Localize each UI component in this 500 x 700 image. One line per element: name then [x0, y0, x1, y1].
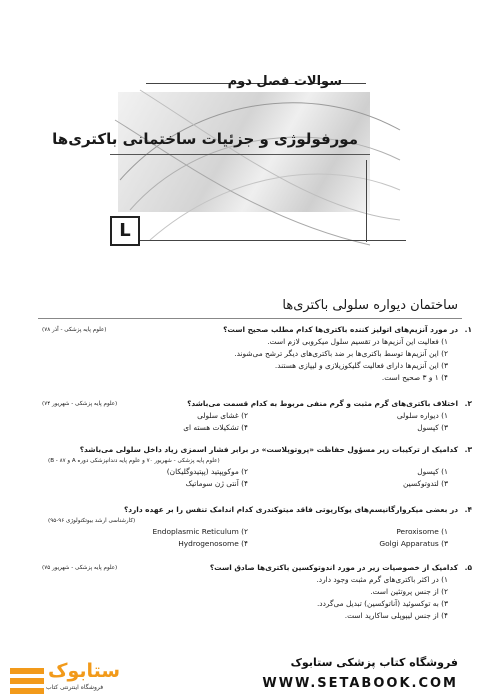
option: ۲) غشای سلولی: [197, 411, 248, 420]
question-source: (علوم پایه پزشکی - شهریور ۷۰ و علوم پایه دندانپزشکی دوره A و B - ۸۷): [48, 458, 220, 464]
option: ۳) به توکسوئید (آناتوکسین) تبدیل می‌گردد.: [316, 599, 448, 608]
option: Hydrogenosome (۴: [178, 539, 248, 548]
chapter-label: سوالات فصل دوم: [227, 74, 342, 89]
option: ۴) از جنس لیپوپلی ساکارید است.: [344, 611, 448, 620]
question-source: (کارشناسی ارشد بیوتکنولوژی ۹۶-۹۵): [48, 518, 136, 524]
chapter-title: مورفولوژی و جزئیات ساختمانی باکتری‌ها: [52, 130, 358, 148]
store-name: فروشگاه کتاب پزشکی ستابوک: [290, 656, 458, 669]
decorative-horizontal-line: [138, 240, 406, 241]
chapter-letter-box: L: [110, 216, 140, 246]
option: ۲) موکوپپتید (پپتیدوگلیکان): [166, 467, 248, 476]
logo-text: ستابوک: [48, 660, 121, 682]
option: Golgi Apparatus (۳: [379, 539, 448, 548]
question-number: ۵.: [464, 563, 472, 572]
option: ۲) این آنزیم‌ها توسط باکتری‌ها بر ضد باکتری‌های دیگر ترشح می‌شوند.: [234, 349, 448, 358]
decorative-vertical-line: [366, 160, 367, 242]
question-4: [48, 504, 472, 550]
question-source: (علوم پایه پزشکی - شهریور ۷۴): [42, 401, 118, 407]
question-source: (علوم پایه پزشکی - آذر ۷۸): [42, 327, 107, 333]
title-underline: [110, 154, 370, 155]
option: ۱) کپسول: [417, 467, 448, 476]
question-stem: کدامیک از ترکیبات زیر مسؤول حفاظت «پروتوپلاست» در برابر فشار اسمزی زیاد داخل سلولی می‌باشد؟: [79, 445, 458, 454]
option: Endoplasmic Reticulum (۲: [152, 527, 248, 536]
question-number: ۳.: [464, 445, 472, 454]
question-5: [42, 562, 472, 622]
question-stem: در مورد آنزیم‌های اتولیز کننده باکتری‌ها کدام مطلب صحیح است؟: [223, 325, 458, 334]
option: ۴) ۱ و ۳ صحیح است.: [381, 373, 448, 382]
option: ۴) تشکیلات هسته ای: [183, 423, 248, 432]
question-stem: اختلاف باکتری‌های گرم مثبت و گرم منفی مربوط به کدام قسمت می‌باشد؟: [187, 399, 458, 408]
section-rule: [38, 318, 462, 319]
section-title: ساختمان دیواره سلولی باکتری‌ها: [282, 298, 458, 313]
question-3: [48, 444, 472, 490]
option: Peroxisome (۱: [396, 527, 448, 536]
option: ۳) کپسول: [417, 423, 448, 432]
store-url-link[interactable]: WWW.SETABOOK.COM: [262, 676, 458, 691]
option: ۱) دیواره سلولی: [396, 411, 448, 420]
question-stem: کدامیک از خصوصیات زیر در مورد اندوتوکسین باکتری‌ها صادق است؟: [209, 563, 458, 572]
question-source: (علوم پایه پزشکی - شهریور ۷۵): [42, 565, 118, 571]
option: ۳) لتدوتوکسین: [403, 479, 448, 488]
question-2: [42, 398, 472, 434]
book-stack-icon: [4, 658, 50, 698]
option: ۴) آنتی ژن سوماتیک: [185, 479, 248, 488]
option: ۳) این آنزیم‌ها دارای فعالیت گلیکوزیلازی و لیپازی هستند.: [274, 361, 448, 370]
option: ۲) از جنس پروتئین است.: [370, 587, 448, 596]
question-number: ۲.: [464, 399, 472, 408]
option: ۱) در اکثر باکتری‌های گرم مثبت وجود دارد.: [316, 575, 448, 584]
question-number: ۱.: [464, 325, 472, 334]
question-number: ۴.: [464, 505, 472, 514]
option: ۱) فعالیت این آنزیم‌ها در تقسیم سلول میکروبی لازم است.: [267, 337, 448, 346]
question-1: [42, 324, 472, 384]
question-stem: در بعضی میکروارگانیسم‌های یوکاریوتی فاقد میتوکندری کدام اندامک تنفس را بر عهده دارد؟: [123, 505, 458, 514]
logo-subtitle: فروشگاه اینترنتی کتاب: [46, 684, 104, 691]
